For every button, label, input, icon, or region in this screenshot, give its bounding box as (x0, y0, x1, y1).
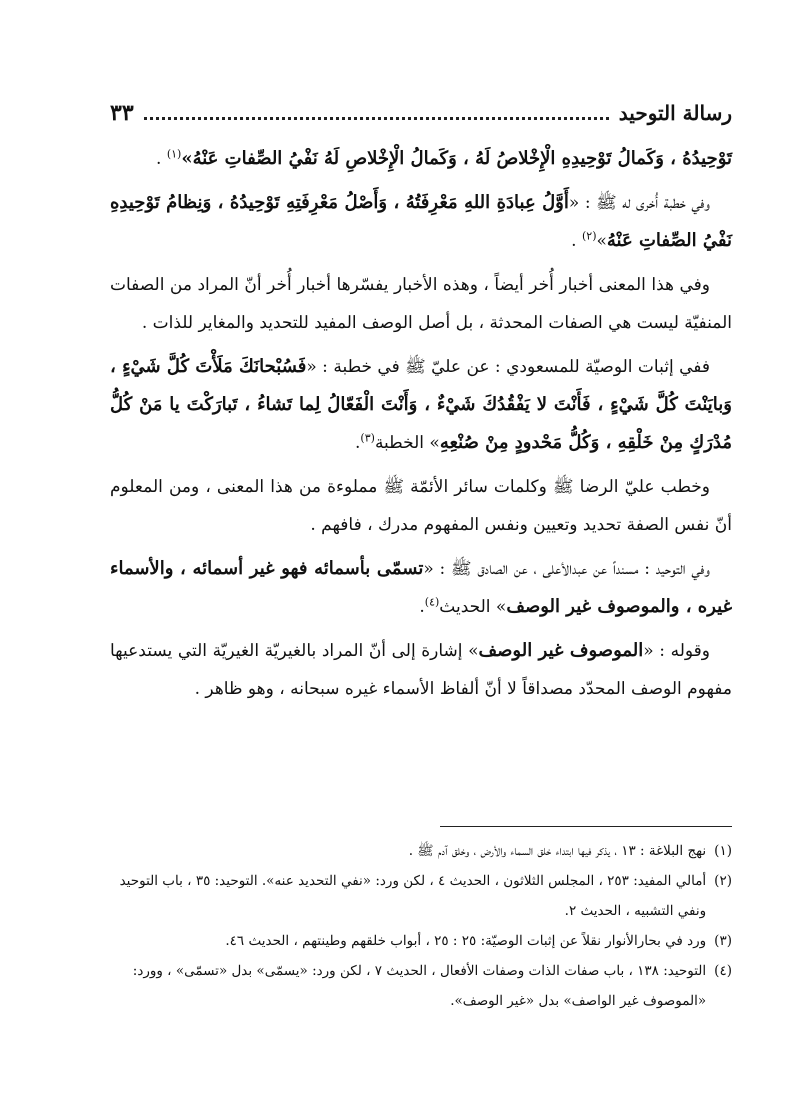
footnote-text: التوحيد: ١٣٨ ، باب صفات الذات وصفات الأفعال ، الحديث ٧ ، لكن ورد: «يسمّى» بدل «تسمّى» ، وورد: «الموصوف غير الواصف» بدل «غير الوصف». (132, 963, 707, 1009)
text-3: وفي هذا المعنى أخبار أُخر أيضاً ، وهذه الأخبار يفسّرها أخبار أُخر أنّ المراد من الصفات المنفيّة ليست هي الصفات المحدثة ، بل أصل الوصف المفيد للتحديد والمغاير للذات . (110, 275, 732, 333)
close-2: » (596, 231, 607, 251)
close-4: » الخطبة (374, 433, 440, 453)
text-5: وخطب عليّ الرضا ﷺ وكلمات سائر الأئمّة ﷺ مملوءة من هذا المعنى ، ومن المعلوم أنّ نفس الصفة تحديد وتعيين ونفس المفهوم مدرك ، فافهم . (110, 477, 732, 535)
lead-2: وفي خطبة أُخرى له ﷺ : « (568, 193, 710, 213)
footnote-text: ورد في بحارالأنوار نقلاً عن إثبات الوصيّة: ٢٥ : ٢٥ ، أبواب خلقهم وطينتهم ، الحديث ٤٦. (225, 933, 707, 949)
running-header (110, 95, 732, 131)
note-ref-4: (٤) (424, 595, 440, 609)
note-ref-2: (٢) (581, 229, 597, 243)
tail-1: . (156, 149, 167, 169)
note-ref-3: (٣) (360, 431, 375, 445)
text-7: » إشارة إلى أنّ المراد بالغيريّة الغيريّة التي يستدعيها مفهوم الوصف المحدّد مصداقاً لا أنّ ألفاظ الأسماء غيره سبحانه ، وهو ظاهر . (110, 641, 732, 699)
paragraph-5 (110, 468, 732, 544)
quote-6: تسمّى بأسمائه فهو غير أسمائه ، والأسماء غيره ، والموصوف غير الوصف (110, 558, 732, 617)
footnote-4 (110, 956, 732, 1016)
quote-2: أَوَّلُ عِبادَةِ اللهِ مَعْرِفَتُهُ ، وَأَصْلُ مَعْرِفَتِهِ تَوْحِيدُهُ ، وَنِظامُ تَوْحِيدِهِ نَفْيُ الصِّفاتِ عَنْهُ (110, 192, 732, 251)
footnote-number: (٣) (714, 933, 732, 949)
tail-2: . (571, 231, 582, 251)
paragraph-3 (110, 266, 732, 342)
lead-7: وقوله : « (643, 641, 710, 661)
quote-4: فَسُبْحانَكَ مَلَأْتَ كُلَّ شَيْءٍ ، وَبايَنْتَ كُلَّ شَيْءٍ ، فَأَنْتَ لا يَفْقُدُكَ شَيْءٌ ، وَأَنْتَ الْفَعّالُ لِما تَشاءُ ، تَبارَكْتَ يا مَنْ كُلُّ مُدْرَكٍ مِنْ خَلْقِهِ ، وَكُلُّ مَحْدودٍ مِنْ صُنْعِهِ (110, 356, 732, 453)
tail-4: . (355, 433, 361, 453)
footnote-number: (٢) (714, 873, 732, 889)
paragraph-4 (110, 348, 732, 462)
close-6: » الحديث (439, 597, 507, 617)
header-dot-leader (144, 107, 609, 120)
footnote-text: نهج البلاغة : ١٣ ، يذكر فيها ابتداء خلق السماء والأرض ، وخلق آدم ﷺ . (408, 843, 707, 859)
page-number: ٣٣ (110, 100, 134, 126)
footnote-number: (٤) (714, 963, 732, 979)
quote-1: تَوْحِيدُهُ ، وَكَمالُ تَوْحِيدِهِ الْإِخْلاصُ لَهُ ، وَكَمالُ الْإِخْلاصِ لَهُ نَفْيُ الصِّفاتِ عَنْهُ» (181, 148, 732, 169)
main-text (110, 140, 732, 714)
quote-7: الموصوف غير الوصف (478, 640, 644, 661)
lead-4: ففي إثبات الوصيّة للمسعودي : عن عليّ ﷺ في خطبة : « (306, 357, 710, 377)
paragraph-1 (110, 140, 732, 178)
header-title: رسالة التوحيد (618, 101, 732, 125)
tail-6: . (419, 597, 425, 617)
paragraph-2 (110, 184, 732, 260)
footnote-3 (110, 926, 732, 956)
footnote-number: (١) (714, 843, 732, 859)
note-ref-1: (١) (166, 147, 182, 161)
footnotes (110, 836, 732, 1016)
footnote-1 (110, 836, 732, 866)
footnote-2 (110, 866, 732, 926)
lead-6: وفي التوحيد : مسنداً عن عبدالأعلى ، عن الصادق ﷺ : « (423, 559, 710, 579)
footnote-text: أمالي المفيد: ٢٥٣ ، المجلس الثلاثون ، الحديث ٤ ، لكن ورد: «نفي التحديد عنه». التوحيد: ٣٥ ، باب التوحيد ونفي التشبيه ، الحديث ٢. (119, 873, 707, 919)
footnote-separator (440, 826, 732, 827)
paragraph-7 (110, 632, 732, 708)
paragraph-6 (110, 550, 732, 626)
